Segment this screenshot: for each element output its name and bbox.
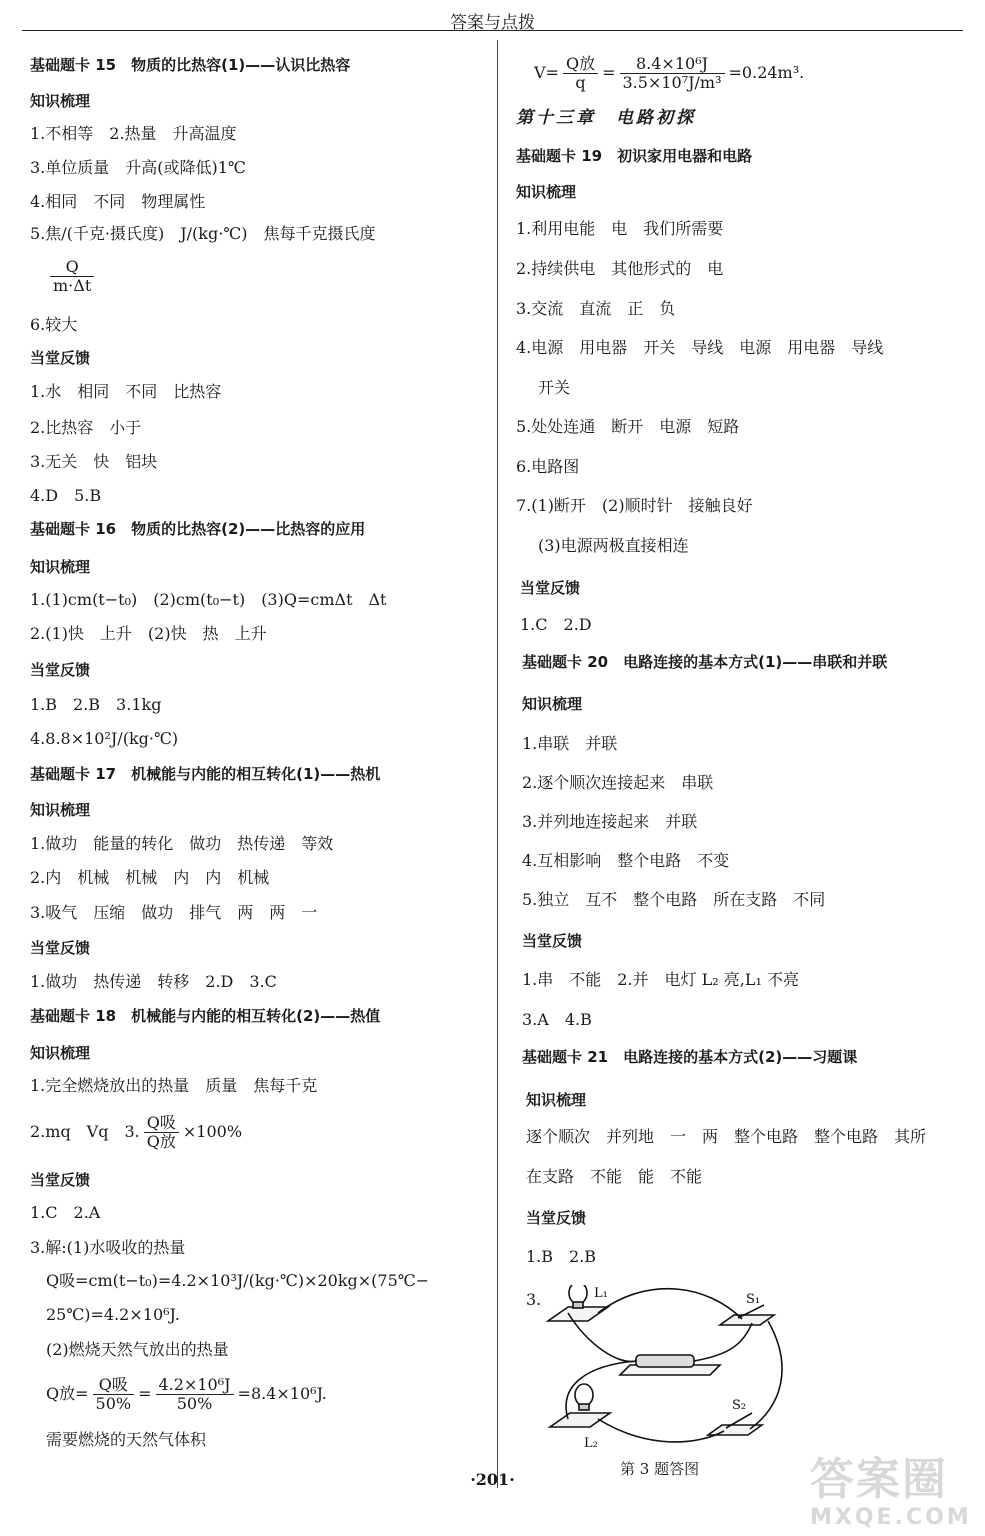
label-l1: L₁: [594, 1286, 608, 1301]
numerator: Q吸: [93, 1376, 135, 1395]
answer-line: 3.无关 快 铝块: [30, 452, 158, 471]
answer-line: 3.并列地连接起来 并联: [522, 812, 698, 831]
denominator: m·Δt: [53, 276, 92, 295]
section-title-15: 基础题卡 15 物质的比热容(1)——认识比热容: [30, 56, 351, 74]
wire: [750, 1321, 782, 1429]
figure-caption: 第 3 题答图: [620, 1460, 700, 1478]
answer-line: 3.吸气 压缩 做功 排气 两 两 一: [30, 903, 318, 922]
answer-line: 4.电源 用电器 开关 导线 电源 用电器 导线: [516, 338, 884, 357]
bulb-l1-icon: [569, 1285, 587, 1304]
answer-line: 逐个顺次 并列地 一 两 整个电路 整个电路 其所: [526, 1127, 927, 1146]
numerator: Q吸: [144, 1114, 179, 1133]
answer-line: 2.持续供电 其他形式的 电: [516, 259, 724, 278]
denominator: Q放: [146, 1132, 176, 1151]
text: V=: [534, 63, 559, 82]
answer-line-efficiency: [30, 1114, 242, 1151]
column-divider: [497, 40, 498, 1488]
wire: [598, 1289, 742, 1319]
answer-line-volume: [534, 55, 804, 92]
bulb-l2-icon: [575, 1384, 593, 1406]
answer-line: 5.独立 互不 整个电路 所在支路 不同: [522, 890, 826, 909]
subheading: 知识梳理: [516, 183, 577, 201]
subheading: 知识梳理: [30, 92, 91, 110]
answer-line: 1.(1)cm(t−t₀) (2)cm(t₀−t) (3)Q=cmΔt Δt: [30, 590, 387, 609]
answer-line: 需要燃烧的天然气体积: [46, 1430, 207, 1449]
text: =0.24m³.: [728, 63, 805, 82]
section-title-20: 基础题卡 20 电路连接的基本方式(1)——串联和并联: [522, 653, 888, 671]
label-l2: L₂: [584, 1436, 598, 1451]
numerator: Q放: [563, 55, 598, 74]
answer-line: 25℃)=4.2×10⁶J.: [46, 1305, 180, 1324]
answer-line: 5.焦/(千克·摄氏度) J/(kg·℃) 焦每千克摄氏度: [30, 224, 376, 243]
answer-line: 2.(1)快 上升 (2)快 热 上升: [30, 624, 267, 643]
numerator: 8.4×10⁶J: [620, 55, 725, 74]
watermark-bottom: MXQE.COM: [810, 1505, 972, 1530]
answer-line: 1.不相等 2.热量 升高温度: [30, 124, 237, 143]
text: 2.mq Vq 3.: [30, 1122, 140, 1141]
subheading: 当堂反馈: [30, 661, 91, 679]
answer-line: 1.完全燃烧放出的热量 质量 焦每千克: [30, 1076, 318, 1095]
answer-line: 1.水 相同 不同 比热容: [30, 382, 222, 401]
subheading: 知识梳理: [522, 695, 583, 713]
page-number: ·201·: [470, 1470, 515, 1489]
text: =: [138, 1384, 152, 1403]
battery-icon: [636, 1355, 694, 1367]
answer-line: 2.内 机械 机械 内 内 机械: [30, 868, 270, 887]
answer-line: 7.(1)断开 (2)顺时针 接触良好: [516, 496, 753, 515]
label-s1: S₁: [746, 1292, 761, 1307]
header-rule: [22, 30, 963, 31]
answer-line: 1.C 2.D: [520, 615, 592, 634]
answer-line: 1.串联 并联: [522, 734, 618, 753]
answer-line: 2.比热容 小于: [30, 418, 142, 437]
answer-line: 1.做功 能量的转化 做功 热传递 等效: [30, 834, 334, 853]
chapter-title: 第十三章 电路初探: [516, 108, 696, 128]
answer-line: 开关: [538, 378, 571, 397]
answer-line-heat: [46, 1376, 327, 1413]
subheading: 当堂反馈: [526, 1209, 587, 1227]
answer-line: (3)电源两极直接相连: [538, 536, 689, 555]
text: ×100%: [182, 1122, 243, 1141]
answer-line: 4.相同 不同 物理属性: [30, 192, 206, 211]
answer-line: 1.B 2.B 3.1kg: [30, 695, 162, 714]
section-title-16: 基础题卡 16 物质的比热容(2)——比热容的应用: [30, 520, 366, 538]
answer-line: 1.做功 热传递 转移 2.D 3.C: [30, 972, 277, 991]
text: =8.4×10⁶J.: [237, 1384, 327, 1403]
answer-line: 4.D 5.B: [30, 486, 102, 505]
answer-line: 6.电路图: [516, 457, 580, 476]
subheading: 当堂反馈: [30, 1171, 91, 1189]
subheading: 知识梳理: [30, 801, 91, 819]
answer-line: (2)燃烧天然气放出的热量: [46, 1340, 229, 1359]
section-title-18: 基础题卡 18 机械能与内能的相互转化(2)——热值: [30, 1007, 381, 1025]
watermark: [810, 1455, 972, 1531]
answer-line: 1.C 2.A: [30, 1203, 101, 1222]
answer-line: 3.: [526, 1290, 542, 1309]
answer-line: 4.8.8×10²J/(kg·℃): [30, 729, 179, 748]
answer-line: 3.解:(1)水吸收的热量: [30, 1238, 186, 1257]
wire: [598, 1419, 724, 1442]
denominator: 50%: [95, 1394, 132, 1413]
answer-line: 5.处处连通 断开 电源 短路: [516, 417, 740, 436]
switch-s1-base: [720, 1315, 774, 1325]
answer-line: 6.较大: [30, 315, 78, 334]
section-title-17: 基础题卡 17 机械能与内能的相互转化(1)——热机: [30, 765, 381, 783]
subheading: 知识梳理: [526, 1091, 587, 1109]
answer-line: 3.单位质量 升高(或降低)1℃: [30, 158, 246, 177]
subheading: 知识梳理: [30, 1044, 91, 1062]
lamp-base-l1: [548, 1307, 608, 1321]
page-header: [0, 0, 985, 34]
header-title: 答案与点拨: [450, 13, 535, 33]
subheading: 当堂反馈: [522, 932, 583, 950]
numerator: 4.2×10⁶J: [156, 1376, 234, 1395]
fraction-formula: [46, 258, 98, 295]
denominator: 50%: [176, 1394, 213, 1413]
answer-line: 3.交流 直流 正 负: [516, 299, 676, 318]
wire: [694, 1323, 752, 1361]
section-title-19: 基础题卡 19 初识家用电器和电路: [516, 147, 753, 165]
answer-line: 在支路 不能 能 不能: [526, 1167, 703, 1186]
text: =: [602, 63, 616, 82]
answer-line: 1.串 不能 2.并 电灯 L₂ 亮,L₁ 不亮: [522, 970, 799, 989]
label-s2: S₂: [732, 1398, 747, 1413]
circuit-diagram: [528, 1285, 788, 1455]
watermark-top: 答案圈: [810, 1454, 948, 1505]
subheading: 知识梳理: [30, 558, 91, 576]
answer-line: 4.互相影响 整个电路 不变: [522, 851, 730, 870]
answer-line: Q吸=cm(t−t₀)=4.2×10³J/(kg·℃)×20kg×(75℃−: [46, 1271, 430, 1290]
denominator: q: [575, 73, 586, 92]
numerator: Q: [50, 258, 94, 277]
text: Q放=: [46, 1384, 89, 1403]
section-title-21: 基础题卡 21 电路连接的基本方式(2)——习题课: [522, 1048, 858, 1066]
answer-line: 1.利用电能 电 我们所需要: [516, 219, 724, 238]
subheading: 当堂反馈: [520, 579, 581, 597]
subheading: 当堂反馈: [30, 939, 91, 957]
answer-line: 1.B 2.B: [526, 1247, 597, 1266]
denominator: 3.5×10⁷J/m³: [622, 73, 722, 92]
subheading: 当堂反馈: [30, 349, 91, 367]
answer-line: 2.逐个顺次连接起来 串联: [522, 773, 714, 792]
answer-line: 3.A 4.B: [522, 1010, 592, 1029]
